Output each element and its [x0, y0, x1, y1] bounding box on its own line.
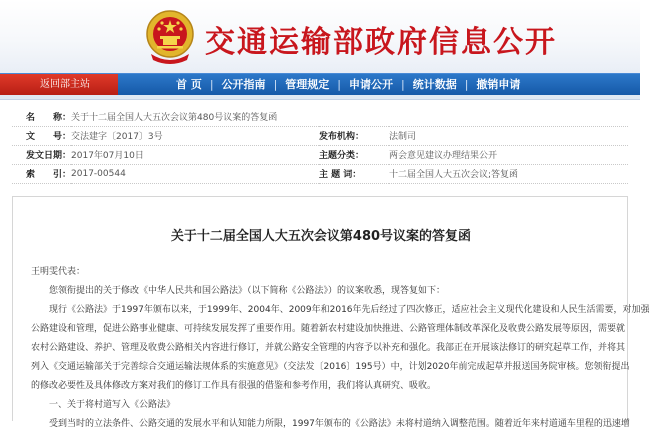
- meta-category-value: 两会意见建议办理结果公开: [389, 145, 628, 164]
- main-navbar: [0, 73, 640, 95]
- meta-name-label: 名 称：: [12, 107, 71, 126]
- doc-paragraph-line: 现行《公路法》于1997年颁布以来，于1999年、2004年、2009年和2016年先后经过了四次修正，适应社会主义现代化建设和人民生活需要，对加强: [49, 305, 650, 315]
- meta-category-label: 主题分类：: [319, 145, 389, 164]
- meta-row: [12, 145, 628, 164]
- meta-docno-label: 文 号：: [12, 126, 71, 145]
- meta-row: [12, 107, 628, 126]
- meta-issuer-value: 法制司: [389, 126, 628, 145]
- nav-separator: |: [337, 78, 341, 91]
- document-title: 关于十二届全国人大五次会议第480号议案的答复函: [170, 229, 472, 244]
- meta-index-label: 索 引：: [12, 164, 71, 183]
- nav-item-statistics[interactable]: 统计数据: [412, 78, 457, 91]
- meta-date-value: 2017年07月10日: [71, 145, 319, 164]
- doc-paragraph-line: 公路建设和管理，促进公路事业健康、可持续发展发挥了重要作用。随着新农村建设加快推进、公路管理体制改革深化及收费公路发展等原因，需要就: [31, 324, 626, 334]
- doc-paragraph-line: 的修改必要性及具体修改方案对我们的修订工作具有很强的借鉴和参考作用，我们将认真研究、吸收。: [31, 381, 437, 391]
- doc-paragraph-line: 受到当时的立法条件、公路交通的发展水平和认知能力所限，1997年颁布的《公路法》未将村道纳入调整范围。随着近年来村道通车里程的迅速增: [49, 419, 630, 429]
- document-body: [31, 263, 650, 434]
- meta-row: [12, 126, 628, 145]
- nav-separator: |: [273, 78, 278, 91]
- nav-item-regulations[interactable]: 管理规定: [285, 78, 330, 91]
- meta-docno-value: 交法建字〔2017〕3号: [71, 126, 319, 145]
- nav-separator: |: [401, 78, 405, 91]
- nav-item-revoke[interactable]: 撤销申请: [476, 78, 521, 91]
- site-title: 交通运输部政府信息公开: [205, 25, 557, 60]
- doc-paragraph-line: 农村公路建设、养护、管理及收费公路相关内容进行修订，并就公路安全管理的内容予以补充和强化。我部正在开展该法修订的研究起草工作，并将其: [31, 343, 626, 353]
- meta-issuer-label: 发布机构：: [319, 126, 389, 145]
- nav-item-home[interactable]: 首 页: [176, 78, 202, 91]
- nav-separator: |: [209, 78, 214, 91]
- meta-name-value: 关于十二届全国人大五次会议第480号议案的答复函: [71, 107, 628, 126]
- return-main-site-link[interactable]: 返回部主站: [0, 74, 118, 96]
- nav-separator: |: [464, 78, 469, 91]
- doc-paragraph-line: 您领衔提出的关于修改《中华人民共和国公路法》（以下简称《公路法》）的议案收悉，现答复如下：: [49, 286, 446, 296]
- doc-section-heading: 一、关于将村道写入《公路法》: [49, 400, 176, 410]
- site-banner: [0, 0, 640, 73]
- nav-item-apply[interactable]: 申请公开: [349, 78, 393, 91]
- nav-items: [176, 74, 520, 96]
- meta-keywords-value: 十二届全国人大五次会议;答复函: [389, 164, 628, 183]
- doc-paragraph-line: 列入《交通运输部关于完善综合交通运输法规体系的实施意见》（交法发〔2016〕195号）中，计划2020年前完成起草并报送国务院审核。您领衔提出: [31, 362, 630, 372]
- meta-date-label: 发文日期：: [12, 145, 71, 164]
- national-emblem-icon: [143, 8, 197, 66]
- meta-row: [12, 164, 628, 183]
- nav-subbar: [0, 95, 640, 100]
- doc-salutation: 王明雯代表：: [31, 267, 86, 277]
- meta-index-value: 2017-00544: [71, 164, 319, 183]
- meta-keywords-label: 主 题 词：: [319, 164, 389, 183]
- nav-item-guide[interactable]: 公开指南: [221, 78, 266, 91]
- document-content: [12, 196, 650, 429]
- document-meta-table: [12, 107, 628, 184]
